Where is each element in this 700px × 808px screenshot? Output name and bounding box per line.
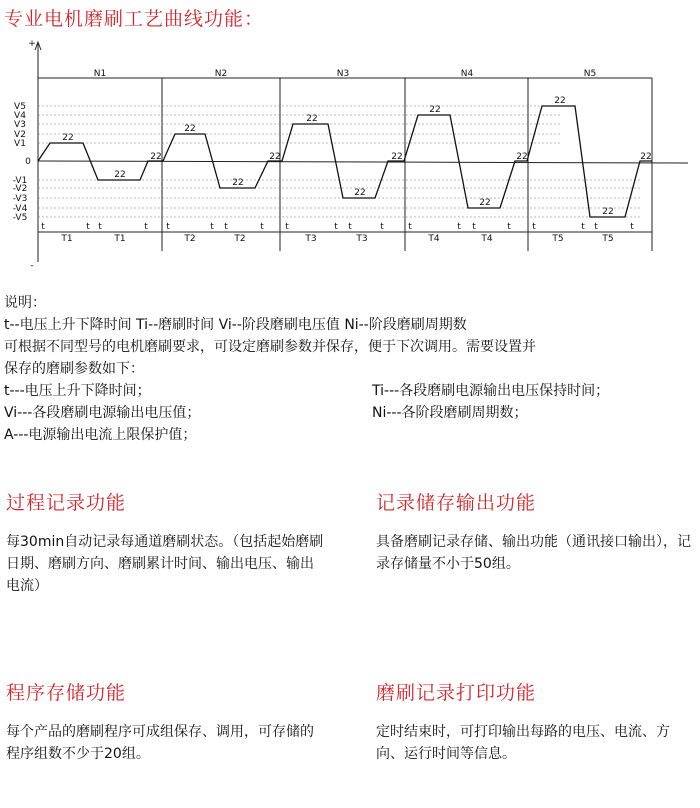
hold-label-t4: T4: [481, 234, 493, 244]
param-vi: Vi---各段磨刷电源输出电压值；: [4, 405, 201, 421]
feature-title: 磨刷记录打印功能: [376, 682, 537, 704]
plus-label: +: [28, 39, 36, 49]
ramp-label: t: [630, 222, 634, 232]
ramp-label: t: [348, 222, 352, 232]
ramp-label: t: [98, 222, 102, 232]
hold-label-t2: T2: [234, 234, 246, 244]
ramp-label: t: [210, 222, 214, 232]
node-label: 22: [554, 96, 566, 106]
ramp-label: t: [166, 222, 170, 232]
process-curve-diagram: [0, 36, 700, 276]
page-title: 专业电机磨刷工艺曲线功能：: [4, 8, 265, 30]
cycle-label-n5: N5: [583, 69, 597, 79]
hold-label-t4: T4: [428, 234, 440, 244]
node-label: 22: [269, 152, 281, 162]
hold-label-t1: T1: [61, 234, 73, 244]
zero-label: 0: [25, 157, 31, 167]
hold-label-t3: T3: [356, 234, 368, 244]
explanation-text-1: 可根据不同型号的电机磨刷要求，可设定磨刷参数并保存，便于下次调用。需要设置并: [4, 339, 536, 355]
feature-process-record: [6, 488, 326, 597]
cycle-label-n4: N4: [460, 69, 474, 79]
minus-label: -: [30, 261, 34, 271]
hold-label-t1: T1: [114, 234, 126, 244]
node-label: 22: [232, 178, 244, 188]
node-label: 22: [184, 124, 196, 134]
param-ni: Ni---各阶段磨刷周期数；: [372, 405, 528, 421]
ramp-label: t: [41, 222, 45, 232]
ramp-label: t: [144, 222, 148, 232]
feature-body: 每个产品的磨刷程序可成组保存、调用，可存储的程序组数不少于20组。: [6, 724, 314, 762]
cycle-label-n1: N1: [93, 69, 107, 79]
cycle-label-n2: N2: [214, 69, 228, 79]
node-label: 22: [640, 152, 652, 162]
cycle-label-n3: N3: [336, 69, 350, 79]
ramp-label: t: [532, 222, 536, 232]
ramp-label: t: [86, 222, 90, 232]
level-label-v2: V2: [14, 130, 26, 140]
node-label: 22: [354, 188, 366, 198]
feature-body: 具备磨刷记录存储、输出功能（通讯接口输出），记录存储量不小于50组。: [376, 534, 691, 572]
feature-title: 过程记录功能: [6, 492, 127, 514]
ramp-label: t: [334, 222, 338, 232]
node-label: 22: [306, 114, 318, 124]
param-row-2: [4, 402, 696, 424]
feature-record-storage: [376, 488, 696, 575]
node-label: 22: [150, 152, 162, 162]
node-label: 22: [516, 152, 528, 162]
ramp-label: t: [380, 222, 384, 232]
ramp-label: t: [507, 222, 511, 232]
feature-body: 定时结束时，可打印输出每路的电压、电流、方向、运行时间等信息。: [376, 724, 670, 762]
ramp-label: t: [472, 222, 476, 232]
hold-label-t5: T5: [552, 234, 564, 244]
ramp-label: t: [408, 222, 412, 232]
feature-program-storage: [6, 678, 326, 765]
feature-body: 每30min自动记录每通道磨刷状态。（包括起始磨刷日期、磨刷方向、磨刷累计时间、输出电压、输出电流）: [6, 534, 324, 594]
level-label-neg-v1: -V1: [12, 176, 28, 186]
hold-label-t2: T2: [184, 234, 196, 244]
level-label-v3: V3: [14, 120, 26, 130]
feature-record-print: [376, 678, 696, 765]
ramp-label: t: [594, 222, 598, 232]
level-label-neg-v3: -V3: [12, 194, 28, 204]
zero-axis: [38, 161, 688, 163]
level-label-v5: V5: [14, 102, 26, 112]
level-label-neg-v4: -V4: [12, 204, 28, 214]
ramp-label: t: [581, 222, 585, 232]
node-label: 22: [429, 105, 441, 115]
ramp-label: t: [260, 222, 264, 232]
explanation-text-2: 保存的磨刷参数如下：: [4, 361, 144, 377]
level-label-v4: V4: [14, 111, 26, 121]
feature-title: 程序存储功能: [6, 682, 127, 704]
hold-label-t5: T5: [602, 234, 614, 244]
node-label: 22: [114, 170, 126, 180]
explanation-heading: 说明：: [4, 295, 46, 311]
explanation-legend: t--电压上升下降时间 Ti--磨刷时间 Vi--阶段磨刷电压值 Ni--阶段磨刷周期数: [4, 317, 467, 333]
ramp-label: t: [285, 222, 289, 232]
ramp-label: t: [457, 222, 461, 232]
param-ti: Ti---各段磨刷电源输出电压保持时间；: [372, 383, 610, 399]
param-t: t---电压上升下降时间；: [4, 383, 151, 399]
param-a: A---电源输出电流上限保护值；: [4, 427, 197, 443]
node-label: 22: [479, 198, 491, 208]
explanation: [4, 292, 696, 446]
level-label-neg-v2: -V2: [12, 184, 28, 194]
hold-label-t3: T3: [305, 234, 317, 244]
node-label: 22: [391, 152, 403, 162]
ramp-label: t: [224, 222, 228, 232]
level-label-neg-v5: -V5: [12, 213, 28, 223]
node-label: 22: [62, 133, 74, 143]
param-row-1: [4, 380, 696, 402]
feature-title: 记录储存输出功能: [376, 492, 537, 514]
node-label: 22: [602, 207, 614, 217]
level-label-v1: V1: [14, 139, 26, 149]
